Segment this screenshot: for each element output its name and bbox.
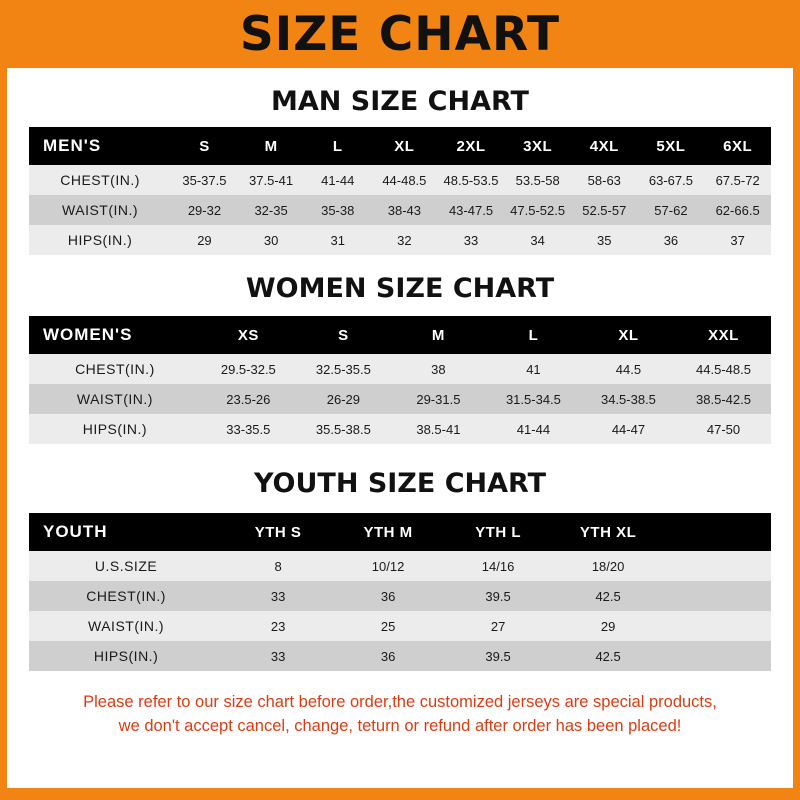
table-row xyxy=(29,384,771,414)
table-cell: 32-35 xyxy=(254,202,288,218)
table-header-row xyxy=(29,513,771,551)
table-cell: 47.5-52.5 xyxy=(510,202,566,218)
youth-section-title: YOUTH SIZE CHART xyxy=(253,468,547,499)
table-cell-spacer xyxy=(663,551,771,581)
table-cell: 31.5-34.5 xyxy=(505,391,561,407)
table-row xyxy=(29,414,771,444)
youth-col-l: YTH L xyxy=(475,523,521,541)
table-row xyxy=(29,641,771,671)
table-cell: 33-35.5 xyxy=(226,421,271,437)
table-cell: 25 xyxy=(380,618,396,634)
men-hips-label: HIPS(IN.) xyxy=(67,232,133,248)
table-cell: 38.5-41 xyxy=(416,421,461,437)
men-waist-label: WAIST(IN.) xyxy=(62,202,139,218)
men-col-m: M xyxy=(264,137,278,155)
table-cell: 29-31.5 xyxy=(416,391,461,407)
banner xyxy=(0,0,800,68)
order-notice-line-1: Please refer to our size chart before order,the customized jerseys are special products, xyxy=(83,693,717,711)
table-cell: 29.5-32.5 xyxy=(220,361,276,377)
youth-ussize-label: U.S.SIZE xyxy=(94,558,158,574)
youth-size-table xyxy=(29,513,771,671)
table-cell: 32 xyxy=(397,232,412,248)
chart-content xyxy=(7,86,793,739)
table-cell: 29-32 xyxy=(187,202,222,218)
table-cell: 36 xyxy=(663,232,679,248)
men-col-2xl: 2XL xyxy=(456,137,486,155)
men-col-4xl: 4XL xyxy=(589,137,619,155)
youth-table-body xyxy=(29,551,771,671)
men-section-title: MAN SIZE CHART xyxy=(271,86,529,117)
table-cell: 35 xyxy=(597,232,612,248)
table-cell: 62-66.5 xyxy=(715,202,760,218)
table-cell: 14/16 xyxy=(481,558,515,574)
bottom-accent-bar xyxy=(0,788,800,800)
table-cell: 8 xyxy=(274,558,282,574)
table-cell: 35-38 xyxy=(321,202,355,218)
table-cell: 58-63 xyxy=(587,172,621,188)
table-cell: 63-67.5 xyxy=(648,172,693,188)
men-table-body xyxy=(29,165,771,255)
men-col-l: L xyxy=(332,137,343,155)
men-size-table xyxy=(29,127,771,255)
table-cell: 27 xyxy=(490,618,506,634)
table-row xyxy=(29,195,771,225)
table-cell: 38 xyxy=(431,361,446,377)
table-cell: 44.5-48.5 xyxy=(696,361,751,377)
women-col-xs: XS xyxy=(237,326,259,344)
table-cell: 44-47 xyxy=(611,421,646,437)
table-cell: 33 xyxy=(463,232,479,248)
order-notice xyxy=(29,691,771,739)
table-row xyxy=(29,581,771,611)
table-cell: 47-50 xyxy=(706,421,741,437)
youth-table-head xyxy=(29,513,771,551)
women-row-header-label: WOMEN'S xyxy=(43,325,133,344)
table-cell: 53.5-58 xyxy=(515,172,560,188)
table-cell: 67.5-72 xyxy=(715,172,760,188)
table-cell: 23 xyxy=(270,618,286,634)
table-cell: 39.5 xyxy=(485,648,511,664)
youth-col-xl: YTH XL xyxy=(579,523,637,541)
youth-col-spacer xyxy=(663,513,771,551)
women-table-body xyxy=(29,354,771,444)
table-row xyxy=(29,611,771,641)
table-cell-spacer xyxy=(663,611,771,641)
table-header-row xyxy=(29,127,771,165)
table-cell: 38-43 xyxy=(387,202,421,218)
women-col-xxl: XXL xyxy=(708,326,739,344)
table-cell: 42.5 xyxy=(595,648,621,664)
table-cell: 26-29 xyxy=(326,391,360,407)
women-section-title: WOMEN SIZE CHART xyxy=(245,273,555,304)
table-cell: 44.5 xyxy=(615,361,642,377)
table-cell: 18/20 xyxy=(591,558,625,574)
men-col-xl: XL xyxy=(394,137,415,155)
table-cell: 23.5-26 xyxy=(226,391,271,407)
table-cell: 35.5-38.5 xyxy=(315,421,371,437)
table-cell: 32.5-35.5 xyxy=(315,361,371,377)
table-cell: 43-47.5 xyxy=(448,202,494,218)
table-header-row xyxy=(29,316,771,354)
table-cell: 39.5 xyxy=(485,588,511,604)
table-cell: 37 xyxy=(730,232,745,248)
table-row xyxy=(29,551,771,581)
table-cell: 41-44 xyxy=(516,421,551,437)
table-cell: 36 xyxy=(380,588,396,604)
table-row xyxy=(29,354,771,384)
women-waist-label: WAIST(IN.) xyxy=(76,391,153,407)
women-chest-label: CHEST(IN.) xyxy=(75,361,155,377)
youth-col-s: YTH S xyxy=(254,523,302,541)
women-col-l: L xyxy=(528,326,539,344)
table-cell: 41-44 xyxy=(321,172,355,188)
table-row xyxy=(29,225,771,255)
table-cell: 31 xyxy=(330,232,345,248)
women-table-head xyxy=(29,316,771,354)
men-col-3xl: 3XL xyxy=(523,137,553,155)
women-col-m: M xyxy=(431,326,445,344)
table-cell: 29 xyxy=(600,618,616,634)
order-notice-line-2: we don't accept cancel, change, teturn or refund after order has been placed! xyxy=(118,716,682,735)
men-chest-label: CHEST(IN.) xyxy=(60,172,140,188)
youth-row-header-label: YOUTH xyxy=(43,522,108,541)
table-cell: 36 xyxy=(380,648,396,664)
table-cell-spacer xyxy=(663,641,771,671)
table-cell-spacer xyxy=(663,581,771,611)
table-cell: 42.5 xyxy=(595,588,621,604)
table-cell: 52.5-57 xyxy=(582,202,627,218)
youth-waist-label: WAIST(IN.) xyxy=(88,618,165,634)
table-cell: 34 xyxy=(530,232,545,248)
table-cell: 44-48.5 xyxy=(382,172,427,188)
table-cell: 38.5-42.5 xyxy=(696,391,751,407)
women-hips-label: HIPS(IN.) xyxy=(82,421,148,437)
page-title: SIZE CHART xyxy=(239,6,561,62)
table-cell: 29 xyxy=(197,232,212,248)
table-cell: 57-62 xyxy=(654,202,688,218)
men-row-header-label: MEN'S xyxy=(43,136,102,155)
table-cell: 35-37.5 xyxy=(182,172,227,188)
table-cell: 33 xyxy=(270,588,286,604)
men-col-6xl: 6XL xyxy=(723,137,753,155)
table-row xyxy=(29,165,771,195)
women-col-s: S xyxy=(338,326,349,344)
table-cell: 37.5-41 xyxy=(249,172,294,188)
women-col-xl: XL xyxy=(618,326,639,344)
table-cell: 41 xyxy=(526,361,541,377)
table-cell: 33 xyxy=(270,648,286,664)
table-cell: 34.5-38.5 xyxy=(600,391,656,407)
men-table-head xyxy=(29,127,771,165)
women-size-table xyxy=(29,316,771,444)
youth-hips-label: HIPS(IN.) xyxy=(93,648,159,664)
men-col-5xl: 5XL xyxy=(656,137,686,155)
table-cell: 30 xyxy=(263,232,279,248)
youth-chest-label: CHEST(IN.) xyxy=(86,588,166,604)
youth-col-m: YTH M xyxy=(363,523,413,541)
table-cell: 10/12 xyxy=(371,558,405,574)
table-cell: 48.5-53.5 xyxy=(443,172,499,188)
men-col-s: S xyxy=(199,137,210,155)
